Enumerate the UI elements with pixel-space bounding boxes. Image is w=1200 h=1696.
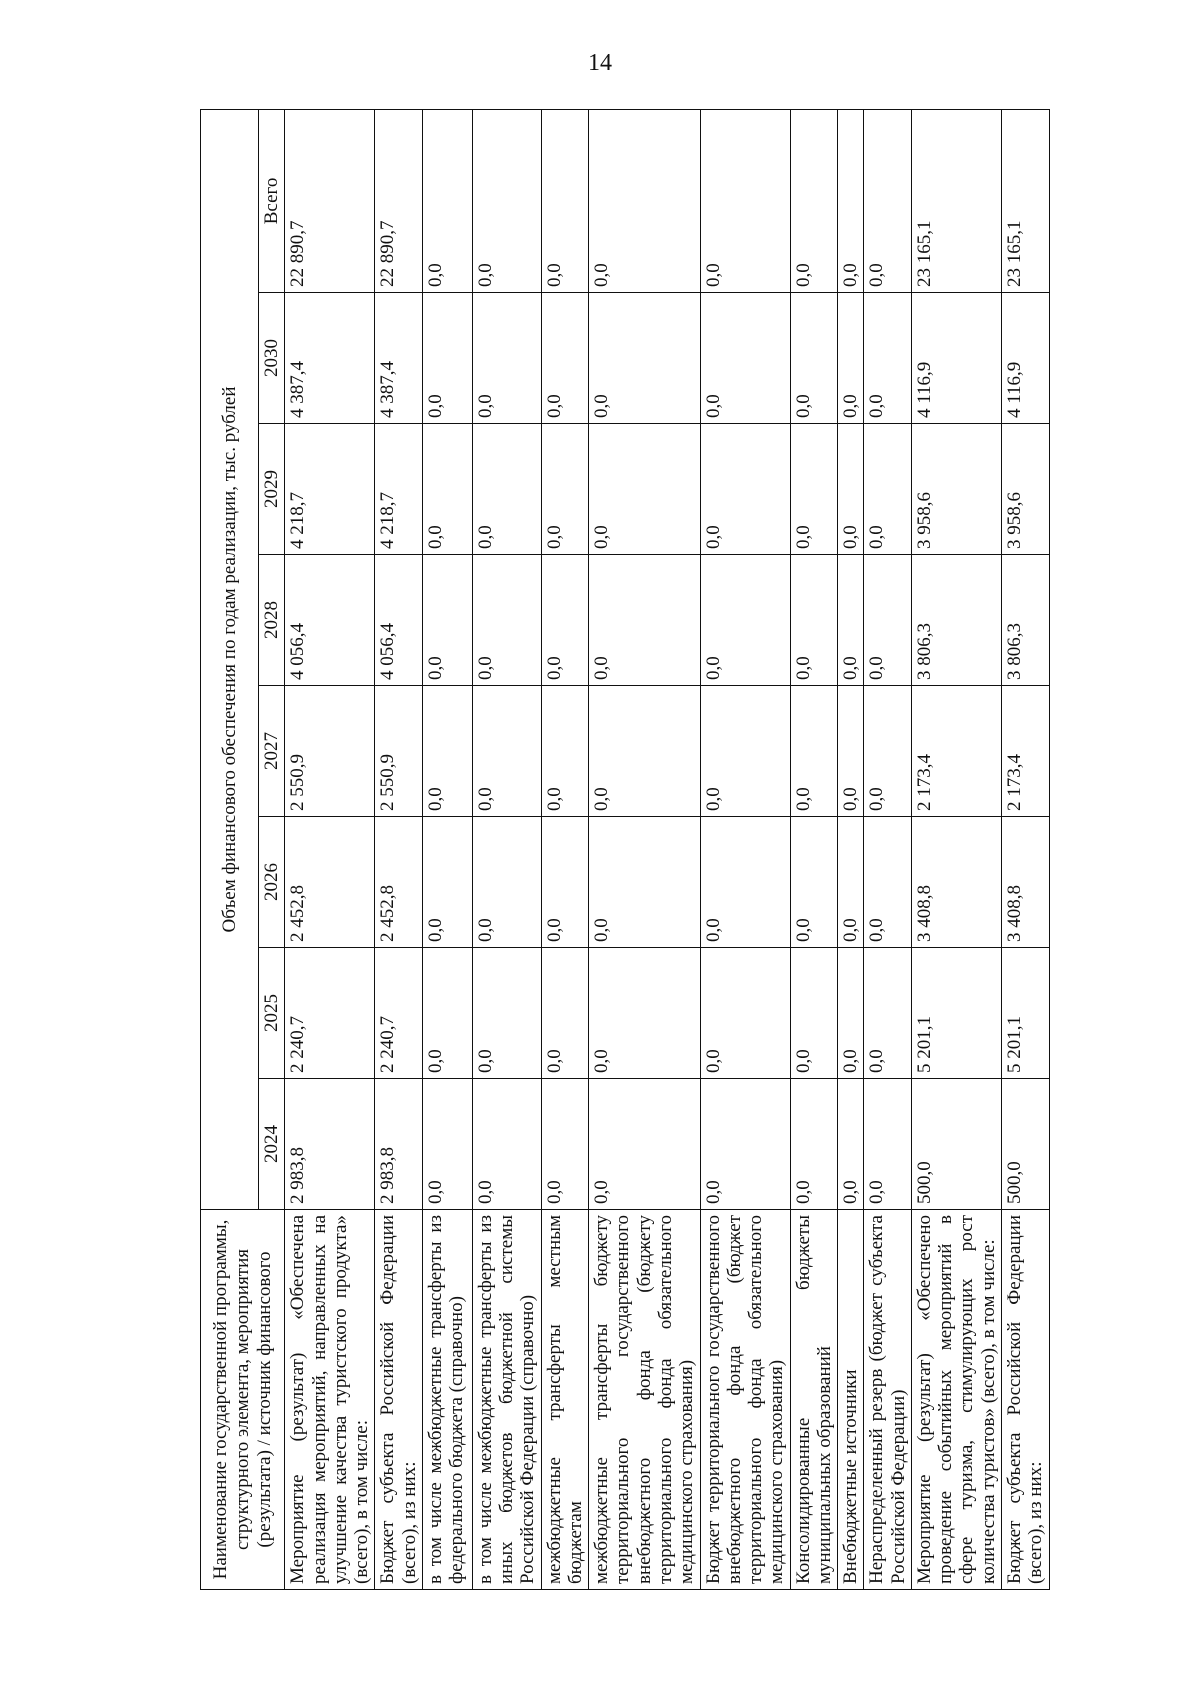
row-value: 0,0 xyxy=(700,555,790,686)
row-value: 2 550,9 xyxy=(375,686,423,817)
table-row xyxy=(1001,109,1049,1589)
row-value: 4 218,7 xyxy=(285,424,375,555)
row-value: 4 116,9 xyxy=(1001,293,1049,424)
row-value: 0,0 xyxy=(838,817,864,948)
row-value: 0,0 xyxy=(472,817,541,948)
year-header: 2029 xyxy=(259,424,285,555)
row-value: 0,0 xyxy=(422,817,472,948)
table-row xyxy=(864,109,912,1589)
row-value: 0,0 xyxy=(864,686,912,817)
row-value: 0,0 xyxy=(422,109,472,292)
row-value: 0,0 xyxy=(589,424,700,555)
row-value: 0,0 xyxy=(864,424,912,555)
table-row xyxy=(285,109,375,1589)
year-header: 2025 xyxy=(259,948,285,1079)
row-value: 3 806,3 xyxy=(911,555,1001,686)
row-value: 0,0 xyxy=(422,555,472,686)
year-header: 2030 xyxy=(259,293,285,424)
row-value: 0,0 xyxy=(838,948,864,1079)
page-number: 14 xyxy=(588,50,612,76)
row-value: 0,0 xyxy=(790,424,838,555)
row-value: 0,0 xyxy=(422,686,472,817)
row-value: 22 890,7 xyxy=(375,109,423,292)
row-value: 0,0 xyxy=(472,555,541,686)
row-value: 0,0 xyxy=(700,109,790,292)
row-value: 0,0 xyxy=(541,293,589,424)
row-value: 0,0 xyxy=(472,109,541,292)
row-name: Мероприятие (результат) «Обеспечено проведение событийных мероприятий в сфере туризма, стимулирующих рост количества туристов» (всего), в том числе: xyxy=(911,1210,1001,1590)
row-value: 0,0 xyxy=(790,1079,838,1210)
row-value: 2 240,7 xyxy=(375,948,423,1079)
row-value: 4 056,4 xyxy=(375,555,423,686)
year-header: Всего xyxy=(259,109,285,292)
row-name: в том числе межбюджетные трансферты из федерального бюджета (справочно) xyxy=(422,1210,472,1590)
row-value: 0,0 xyxy=(472,948,541,1079)
row-value: 0,0 xyxy=(541,109,589,292)
row-name: Бюджет субъекта Российской Федерации (всего), из них: xyxy=(375,1210,423,1590)
row-value: 0,0 xyxy=(541,424,589,555)
row-value: 0,0 xyxy=(700,817,790,948)
table-row xyxy=(375,109,423,1589)
row-value: 0,0 xyxy=(589,1079,700,1210)
table-row xyxy=(589,109,700,1589)
row-value: 0,0 xyxy=(838,555,864,686)
row-value: 0,0 xyxy=(838,293,864,424)
row-value: 0,0 xyxy=(864,948,912,1079)
row-value: 0,0 xyxy=(790,686,838,817)
row-value: 0,0 xyxy=(864,817,912,948)
row-value: 3 958,6 xyxy=(1001,424,1049,555)
row-value: 0,0 xyxy=(541,1079,589,1210)
row-value: 0,0 xyxy=(422,948,472,1079)
header-volume: Объем финансового обеспечения по годам реализации, тыс. рублей xyxy=(201,109,259,1209)
row-value: 2 240,7 xyxy=(285,948,375,1079)
row-value: 3 958,6 xyxy=(911,424,1001,555)
row-value: 0,0 xyxy=(589,109,700,292)
row-value: 2 983,8 xyxy=(285,1079,375,1210)
row-value: 3 806,3 xyxy=(1001,555,1049,686)
row-value: 23 165,1 xyxy=(911,109,1001,292)
row-value: 0,0 xyxy=(700,293,790,424)
row-value: 2 452,8 xyxy=(285,817,375,948)
row-value: 2 550,9 xyxy=(285,686,375,817)
row-value: 0,0 xyxy=(589,555,700,686)
row-value: 0,0 xyxy=(790,555,838,686)
row-value: 3 408,8 xyxy=(911,817,1001,948)
row-value: 0,0 xyxy=(541,817,589,948)
table-row xyxy=(838,109,864,1589)
row-value: 2 983,8 xyxy=(375,1079,423,1210)
row-value: 0,0 xyxy=(422,424,472,555)
row-name: Нераспределенный резерв (бюджет субъекта Российской Федерации) xyxy=(864,1210,912,1590)
row-value: 0,0 xyxy=(541,948,589,1079)
row-value: 0,0 xyxy=(838,424,864,555)
row-name: межбюджетные трансферты местным бюджетам xyxy=(541,1210,589,1590)
row-value: 500,0 xyxy=(1001,1079,1049,1210)
row-value: 0,0 xyxy=(864,109,912,292)
row-value: 0,0 xyxy=(838,1079,864,1210)
row-name: межбюджетные трансферты бюджету территориального государственного внебюджетного фонда (бюджету территориального фонда обязательного медицинского страхования) xyxy=(589,1210,700,1590)
row-value: 0,0 xyxy=(700,424,790,555)
row-name: в том числе межбюджетные трансферты из иных бюджетов бюджетной системы Российской Федерации (справочно) xyxy=(472,1210,541,1590)
row-value: 0,0 xyxy=(589,686,700,817)
rotated-table-container xyxy=(200,110,1047,1590)
row-name: Бюджет территориального государственного внебюджетного фонда (бюджет территориального фонда обязательного медицинского страхования) xyxy=(700,1210,790,1590)
row-value: 4 218,7 xyxy=(375,424,423,555)
year-header: 2024 xyxy=(259,1079,285,1210)
row-name: Бюджет субъекта Российской Федерации (всего), из них: xyxy=(1001,1210,1049,1590)
year-header: 2026 xyxy=(259,817,285,948)
row-value: 4 387,4 xyxy=(285,293,375,424)
row-value: 0,0 xyxy=(864,555,912,686)
year-header: 2027 xyxy=(259,686,285,817)
table-row xyxy=(541,109,589,1589)
row-value: 0,0 xyxy=(472,293,541,424)
row-value: 500,0 xyxy=(911,1079,1001,1210)
row-value: 22 890,7 xyxy=(285,109,375,292)
row-value: 0,0 xyxy=(422,293,472,424)
table-body xyxy=(285,109,1049,1589)
table-row xyxy=(472,109,541,1589)
row-value: 4 116,9 xyxy=(911,293,1001,424)
row-value: 5 201,1 xyxy=(1001,948,1049,1079)
row-value: 0,0 xyxy=(541,555,589,686)
row-value: 0,0 xyxy=(790,948,838,1079)
row-value: 0,0 xyxy=(472,424,541,555)
row-value: 0,0 xyxy=(838,686,864,817)
row-name: Консолидированные бюджеты муниципальных образований xyxy=(790,1210,838,1590)
row-value: 0,0 xyxy=(472,1079,541,1210)
row-value: 0,0 xyxy=(589,293,700,424)
row-value: 5 201,1 xyxy=(911,948,1001,1079)
row-value: 0,0 xyxy=(864,1079,912,1210)
row-value: 0,0 xyxy=(790,293,838,424)
row-name: Мероприятие (результат) «Обеспечена реализация мероприятий, направленных на улучшение качества туристского продукта» (всего), в том числе: xyxy=(285,1210,375,1590)
row-value: 0,0 xyxy=(838,109,864,292)
row-value: 0,0 xyxy=(700,1079,790,1210)
row-value: 0,0 xyxy=(541,686,589,817)
year-header: 2028 xyxy=(259,555,285,686)
row-value: 3 408,8 xyxy=(1001,817,1049,948)
table-row xyxy=(700,109,790,1589)
row-value: 0,0 xyxy=(422,1079,472,1210)
row-value: 2 173,4 xyxy=(911,686,1001,817)
row-value: 0,0 xyxy=(700,686,790,817)
table-row xyxy=(911,109,1001,1589)
row-value: 2 173,4 xyxy=(1001,686,1049,817)
row-value: 0,0 xyxy=(790,109,838,292)
row-name: Внебюджетные источники xyxy=(838,1210,864,1590)
row-value: 2 452,8 xyxy=(375,817,423,948)
row-value: 0,0 xyxy=(700,948,790,1079)
row-value: 4 387,4 xyxy=(375,293,423,424)
header-name: Наименование государственной программы, структурного элемента, мероприятия (результата) / источник финансового xyxy=(201,1210,285,1590)
table-row xyxy=(422,109,472,1589)
row-value: 23 165,1 xyxy=(1001,109,1049,292)
row-value: 4 056,4 xyxy=(285,555,375,686)
row-value: 0,0 xyxy=(472,686,541,817)
table-row xyxy=(790,109,838,1589)
row-value: 0,0 xyxy=(589,817,700,948)
financing-table xyxy=(200,109,1050,1590)
row-value: 0,0 xyxy=(864,293,912,424)
row-value: 0,0 xyxy=(790,817,838,948)
row-value: 0,0 xyxy=(589,948,700,1079)
